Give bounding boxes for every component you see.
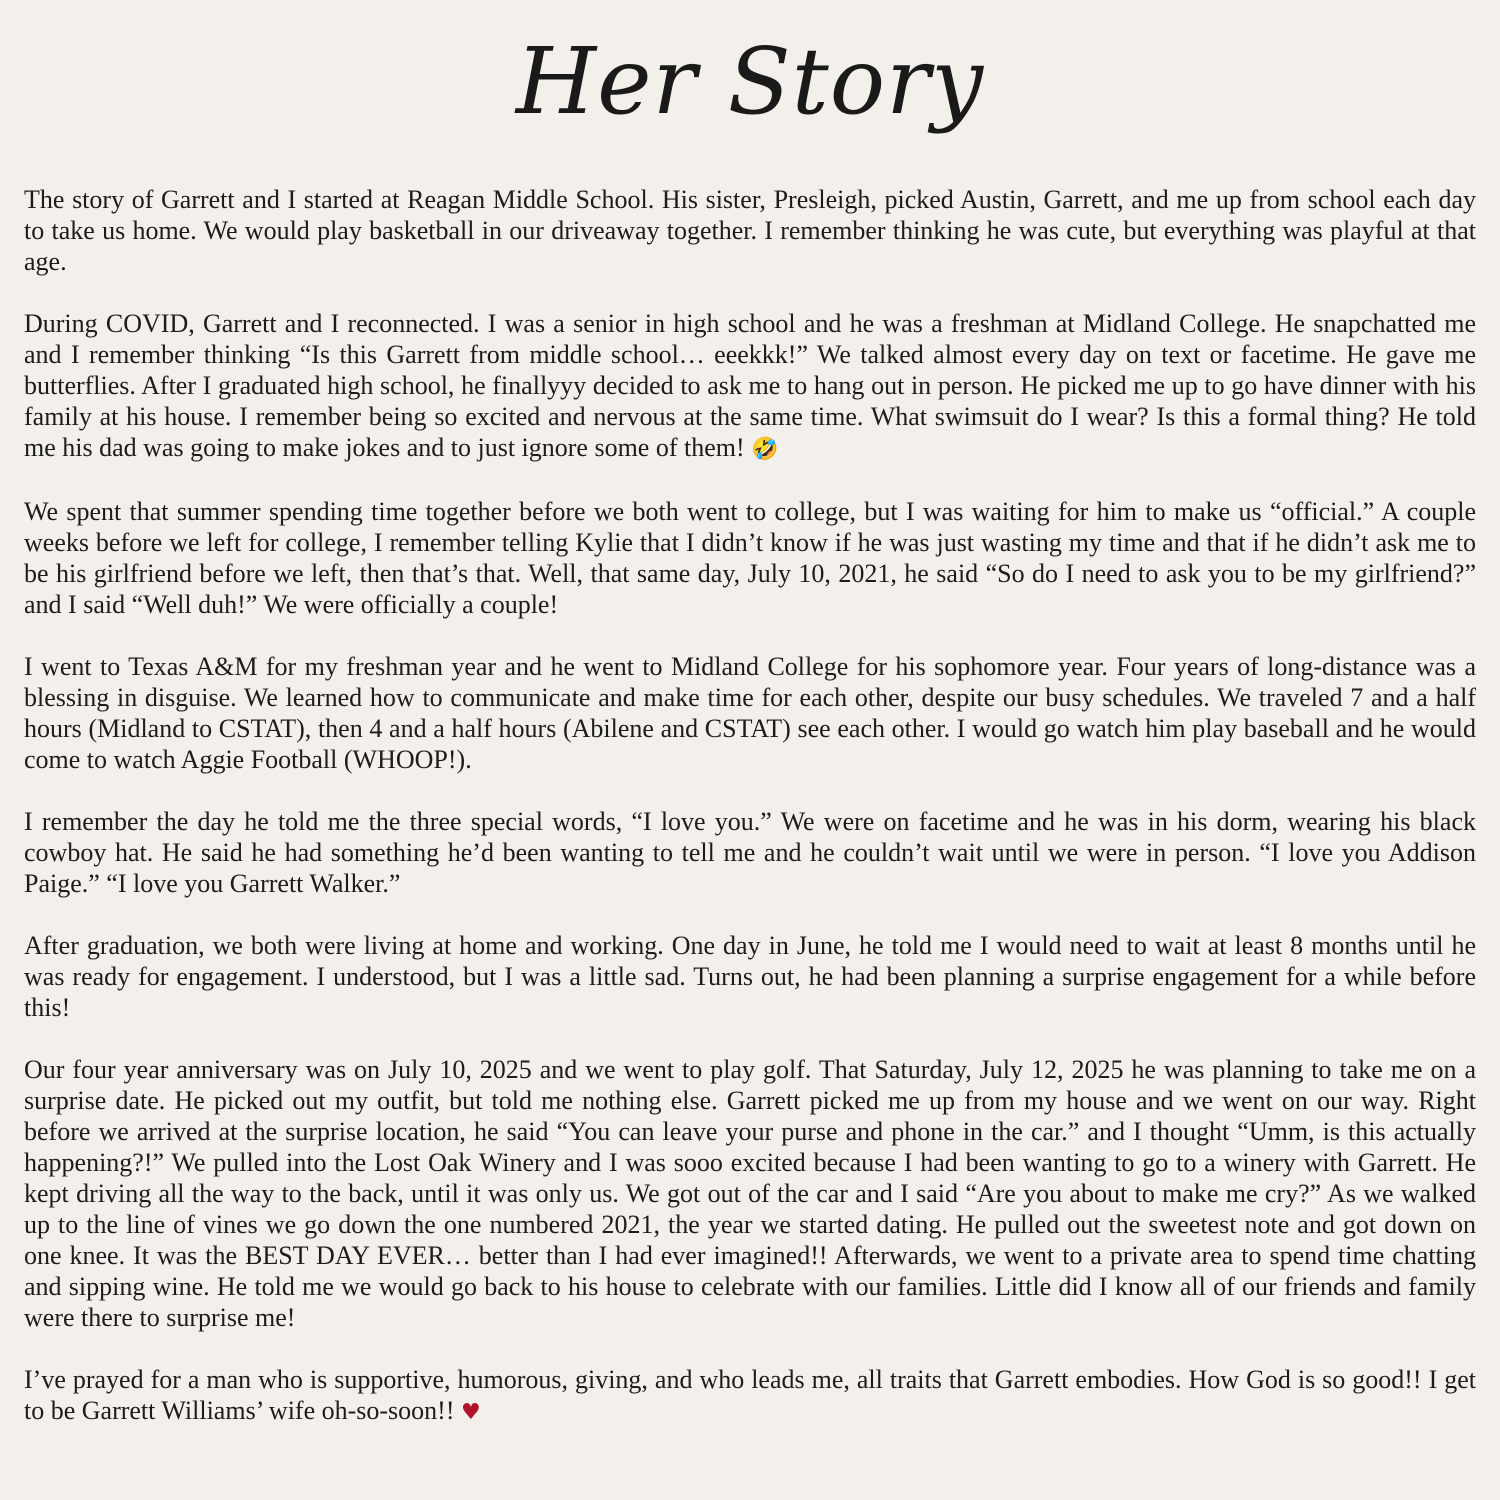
page-title: Her Story <box>515 28 985 135</box>
story-paragraph-8: I’ve prayed for a man who is supportive, humorous, giving, and who leads me, all traits that Garrett embodies. How God is so good!! I get to be Garrett Williams’ wife oh-so-soon!! ♥ <box>24 1365 1476 1425</box>
story-paragraph-1: The story of Garrett and I started at Reagan Middle School. His sister, Presleigh, picked Austin, Garrett, and me up from school each day to take us home. We would play basketball in our driveaway together. I remember thinking he was cute, but everything was playful at that age. <box>24 185 1476 276</box>
story-paragraph-4: I went to Texas A&M for my freshman year and he went to Midland College for his sophomore year. Four years of long-distance was a blessing in disguise. We learned how to communicate and make time for each other, despite our busy schedules. We traveled 7 and a half hours (Midland to CSTAT), then 4 and a half hours (Abilene and CSTAT) see each other. I would go watch him play baseball and he would come to watch Aggie Football (WHOOP!). <box>24 652 1476 774</box>
story-paragraph-3: We spent that summer spending time together before we both went to college, but I was waiting for him to make us “official.” A couple weeks before we left for college, I remember telling Kylie that I didn’t know if he was just wasting my time and that if he didn’t ask me to be his girlfriend before we left, then that’s that. Well, that same day, July 10, 2021, he said “So do I need to ask you to be my girlfriend?” and I said “Well duh!” We were officially a couple! <box>24 497 1476 619</box>
story-paragraph-6: After graduation, we both were living at home and working. One day in June, he told me I would need to wait at least 8 months until he was ready for engagement. I understood, but I was a little sad. Turns out, he had been planning a surprise engagement for a while before this! <box>24 931 1476 1022</box>
laughing-emoji-icon: 🤣 <box>751 437 779 462</box>
story-paragraph-2: During COVID, Garrett and I reconnected. I was a senior in high school and he was a freshman at Midland College. He snapchatted me and I remember thinking “Is this Garrett from middle school… eeekkk!” We talked almost every day on text or facetime. He gave me butterflies. After I graduated high school, he finallyyy decided to ask me to hang out in person. He picked me up to go have dinner with his family at his house. I remember being so excited and nervous at the same time. What swimsuit do I wear? Is this a formal thing? He told me his dad was going to make jokes and to just ignore some of them! 🤣 <box>24 309 1476 462</box>
story-paragraph-5: I remember the day he told me the three special words, “I love you.” We were on facetime and he was in his dorm, wearing his black cowboy hat. He said he had something he’d been wanting to tell me and he couldn’t wait until we were in person. “I love you Addison Paige.” “I love you Garrett Walker.” <box>24 807 1476 898</box>
story-paragraph-7: Our four year anniversary was on July 10, 2025 and we went to play golf. That Saturday, July 12, 2025 he was planning to take me on a surprise date. He picked out my outfit, but told me nothing else. Garrett picked me up from my house and we went on our way. Right before we arrived at the surprise location, he said “You can leave your purse and phone in the car.” and I thought “Umm, is this actually happening?!” We pulled into the Lost Oak Winery and I was sooo excited because I had been wanting to go to a winery with Garrett. He kept driving all the way to the back, until it was only us. We got out of the car and I said “Are you about to make me cry?” As we walked up to the line of vines we go down the one numbered 2021, the year we started dating. He pulled out the sweetest note and got down on one knee. It was the BEST DAY EVER… better than I had ever imagined!! Afterwards, we went to a private area to spend time chatting and sipping wine. He told me we would go back to his house to celebrate with our families. Little did I know all of our friends and family were there to surprise me! <box>24 1055 1476 1332</box>
heart-icon: ♥ <box>461 1400 481 1425</box>
story-body <box>24 184 1476 1459</box>
